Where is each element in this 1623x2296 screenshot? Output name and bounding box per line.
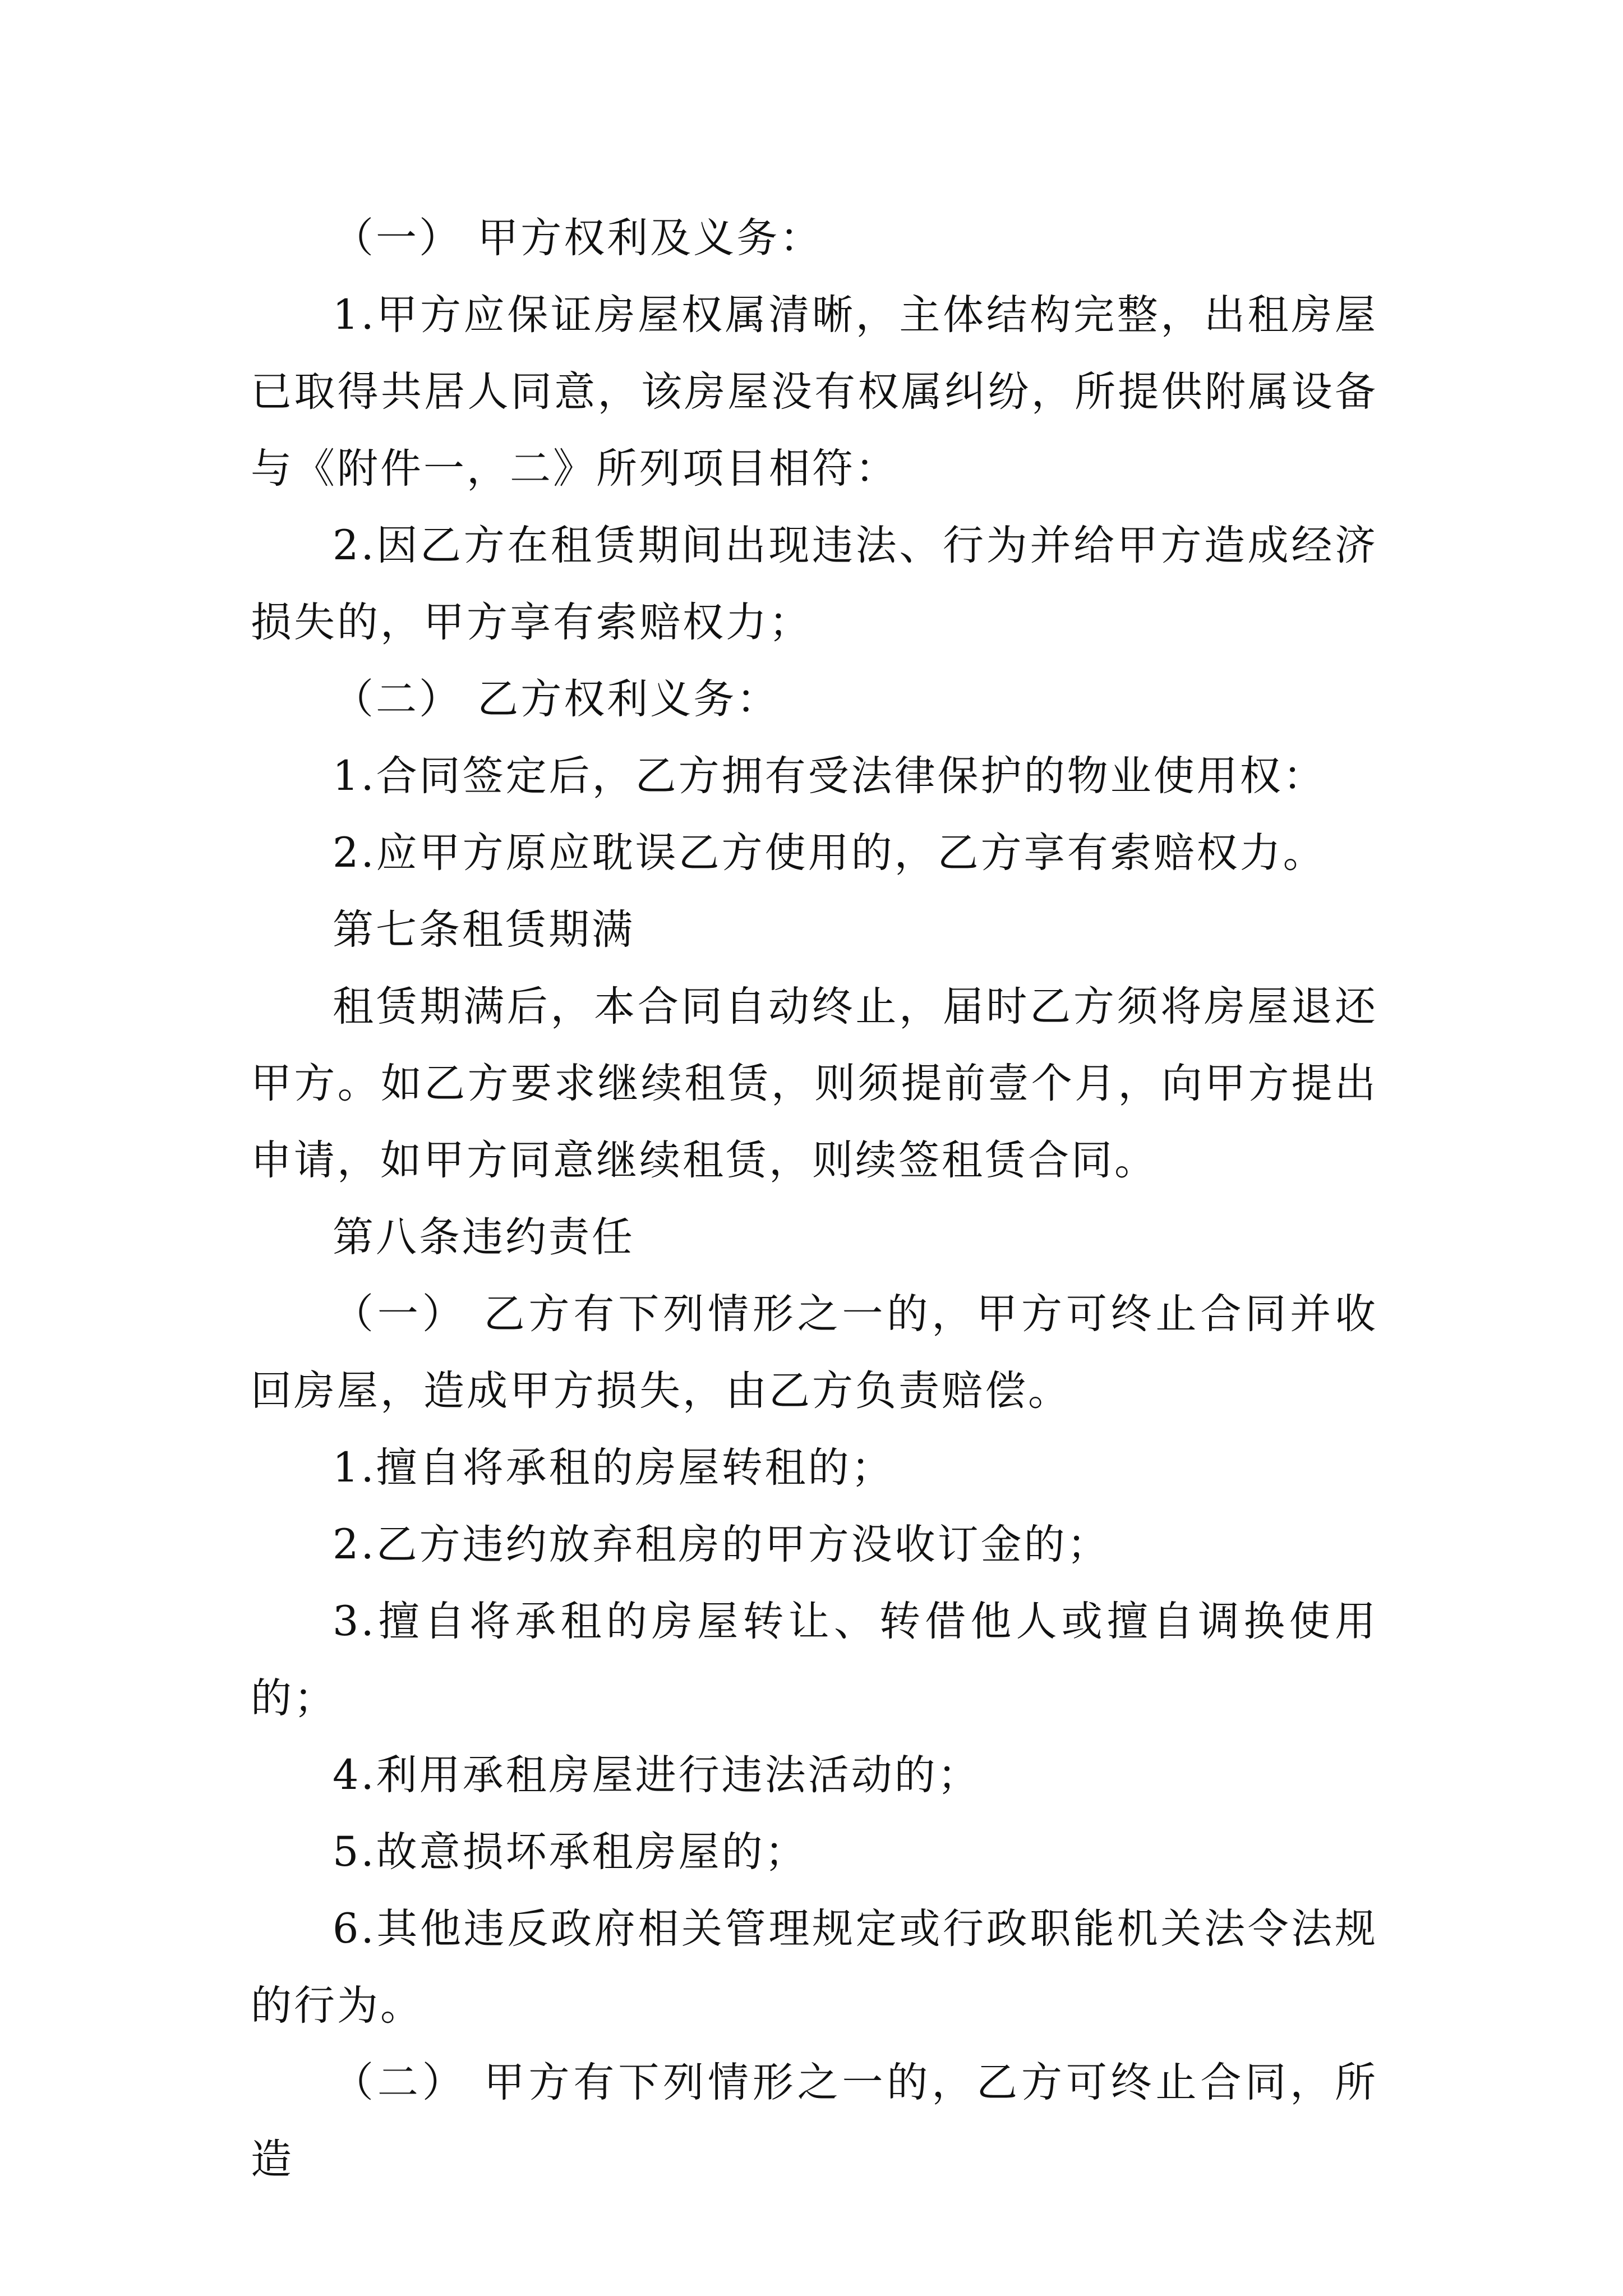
clause-paragraph: （二） 甲方有下列情形之一的，乙方可终止合同，所造 [251,2059,1378,2183]
section-heading-party-b-rights: （二） 乙方权利义务： [333,675,780,723]
clause-paragraph: 2.因乙方在租赁期间出现违法、行为并给甲方造成经济损失的，甲方享有索赔权力； [251,522,1378,646]
list-item: 3.擅自将承租的房屋转让、转借他人或擅自调换使用的； [251,1598,1378,1722]
document-body [251,200,1378,2198]
list-item: 5.故意损坏承租房屋的； [333,1828,808,1876]
section-heading-party-a-rights: （一） 甲方权利及义务： [333,214,823,262]
clause-paragraph: 2.应甲方原应耽误乙方使用的，乙方享有索赔权力。 [333,829,1326,877]
list-item: 2.乙方违约放弃租房的甲方没收订金的； [333,1521,1110,1568]
clause-paragraph: 租赁期满后，本合同自动终止，届时乙方须将房屋退还甲方。如乙方要求继续租赁，则须提前壹个月，向甲方提出申请，如甲方同意继续租赁，则续签租赁合同。 [251,983,1378,1184]
article-heading-breach-liability: 第八条违约责任 [333,1213,635,1261]
list-item: 6.其他违反政府相关管理规定或行政职能机关法令法规的行为。 [251,1905,1378,2030]
clause-paragraph: （一） 乙方有下列情形之一的，甲方可终止合同并收回房屋，造成甲方损失，由乙方负责赔偿。 [251,1290,1378,1415]
clause-paragraph: 1.甲方应保证房屋权属清晰，主体结构完整，出租房屋已取得共居人同意，该房屋没有权属纠纷，所提供附属设备与《附件一，二》所列项目相符： [251,291,1378,493]
list-item: 4.利用承租房屋进行违法活动的； [333,1751,981,1799]
article-heading-lease-expiry: 第七条租赁期满 [333,906,635,954]
list-item: 1.擅自将承租的房屋转租的； [333,1444,895,1492]
clause-paragraph: 1.合同签定后，乙方拥有受法律保护的物业使用权： [333,752,1326,800]
